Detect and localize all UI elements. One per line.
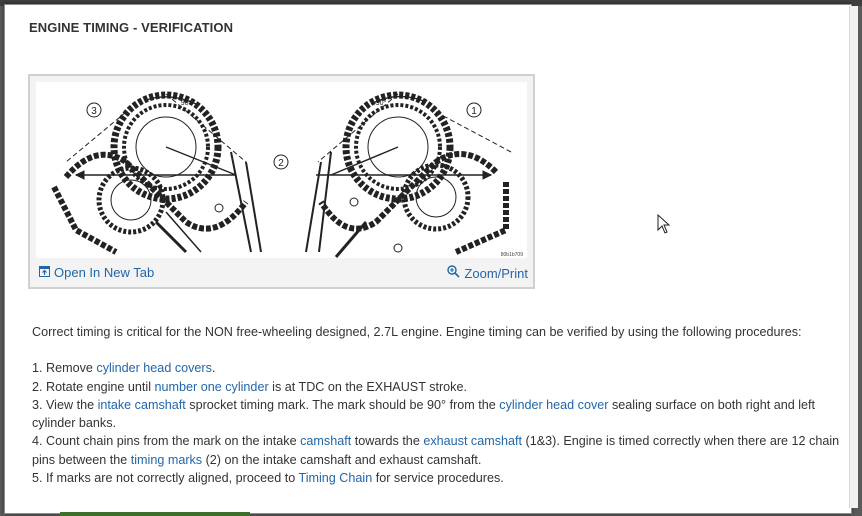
link-intake-camshaft[interactable]: intake camshaft [97,397,186,412]
right-bank-drawing [306,94,511,257]
figure-panel [28,74,535,289]
open-in-new-tab-link[interactable] [39,265,154,280]
figure-code: 80b1b709 [500,252,523,258]
step-text: sprocket timing mark. The mark should be 90° from the [185,397,500,412]
open-in-new-tab-label: Open In New Tab [54,265,155,280]
step-2 [32,378,844,396]
step-4 [32,432,844,469]
step-text: for service procedures. [372,471,504,486]
step-5 [32,469,844,487]
step-text: sealing surface on both right and left cylinder banks. [32,397,816,431]
step-text: . [211,361,216,376]
step-text: 1. Remove [32,361,97,376]
open-in-new-tab-icon [39,265,50,280]
angle-label-left: 90° [180,100,192,107]
link-timing-marks[interactable]: timing marks [130,452,203,467]
callout-3: 3 [91,106,97,117]
step-1 [32,359,844,377]
step-text: 2. Rotate engine until [32,379,155,394]
zoom-print-label: Zoom/Print [464,265,528,281]
link-timing-chain[interactable]: Timing Chain [298,471,373,486]
zoom-print-link[interactable] [447,265,528,281]
step-text: is at TDC on the EXHAUST stroke. [268,379,467,394]
step-text: (2) on the intake camshaft and exhaust camshaft. [202,452,482,467]
angle-label-right: 90° [375,100,387,107]
callout-2: 2 [278,158,284,169]
link-number-one-cylinder[interactable]: number one cylinder [154,379,269,394]
left-bank-drawing [54,94,261,252]
link-exhaust-camshaft[interactable]: exhaust camshaft [423,434,523,449]
callout-1: 1 [471,106,477,117]
procedure-steps [32,359,844,487]
step-text: (1&3). Engine is timed correctly when there are 12 chain pins between the [32,434,840,467]
link-cylinder-head-covers[interactable]: cylinder head covers [96,361,212,376]
timing-chain-diagram[interactable] [36,82,527,258]
mouse-cursor-icon [657,214,671,234]
step-text: 5. If marks are not correctly aligned, proceed to [32,471,299,486]
link-camshaft[interactable]: camshaft [300,434,352,449]
zoom-icon [447,265,460,281]
step-text: 3. View the [32,397,98,412]
background-page-strip [60,512,250,516]
step-text: towards the [351,434,424,449]
procedure-content [32,323,844,487]
step-3 [32,396,844,433]
modal-scrollbar[interactable] [849,6,858,508]
intro-paragraph: Correct timing is critical for the NON free-wheeling designed, 2.7L engine. Engine timing can be verified by using the following procedures: [32,325,802,339]
link-cylinder-head-cover[interactable]: cylinder head cover [499,397,609,412]
step-text: 4. Count chain pins from the mark on the intake [32,434,301,449]
procedure-modal [4,4,852,514]
page-title: ENGINE TIMING - VERIFICATION [29,20,234,35]
